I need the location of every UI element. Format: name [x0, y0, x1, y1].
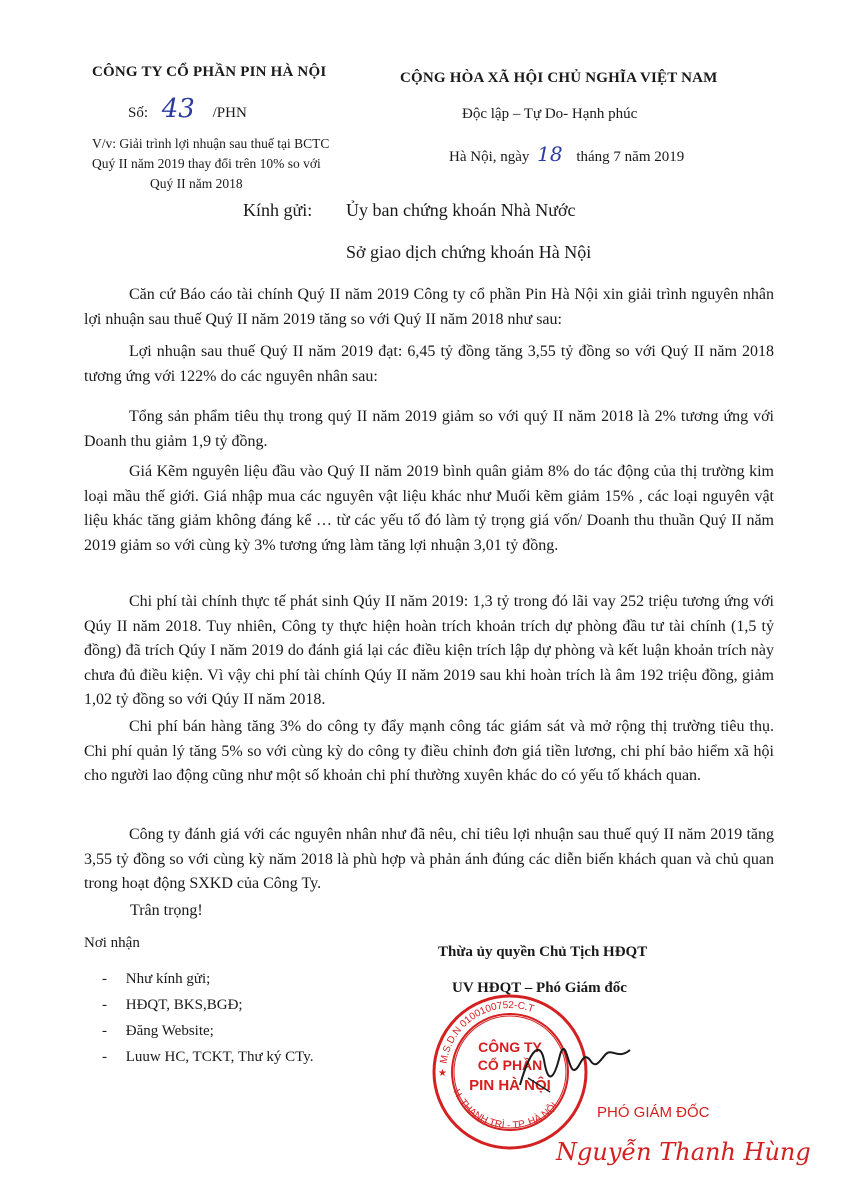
authorization-line: Thừa ủy quyền Chủ Tịch HĐQT — [438, 944, 648, 960]
motto: Độc lập – Tự Do- Hạnh phúc — [462, 106, 638, 122]
paragraph-6: Chi phí bán hàng tăng 3% do công ty đẩy mạnh công tác giám sát và mở rộng thị trường tiêu thụ. Chi phí quản lý tăng 5% so với cùng kỳ do công ty điều chỉnh đơn giá tiền lương, chi phí bảo hiểm xã hội cho người lao động cũng như một số khoản chi phí thường xuyên khác do có yếu tố khách quan. — [84, 718, 774, 784]
distribution-list — [102, 966, 314, 1070]
document-number — [128, 94, 247, 124]
list-item: - Như kính gửi; — [102, 971, 211, 987]
country-name: CỘNG HÒA XÃ HỘI CHỦ NGHĨA VIỆT NAM — [400, 70, 718, 86]
closing: Trân trọng! — [130, 902, 203, 919]
list-item: - Đăng Website; — [102, 1023, 214, 1039]
paragraph-2: Lợi nhuận sau thuế Quý II năm 2019 đạt: 6,45 tỷ đồng tăng 3,55 tỷ đồng so với Quý II năm 2018 tương ứng với 122% do các nguyên nhân sau: — [84, 343, 774, 385]
number-label: Số: — [128, 105, 149, 121]
date-prefix: Hà Nội, ngày — [449, 149, 530, 165]
svg-text:H. THANH TRÌ - TP. HÀ NỘI: H. THANH TRÌ - TP. HÀ NỘI — [450, 1087, 561, 1132]
list-item: - Luuw HC, TCKT, Thư ký CTy. — [102, 1049, 314, 1065]
svg-text:★: ★ — [438, 1068, 447, 1079]
subject-line: Quý II năm 2018 — [150, 176, 243, 191]
list-item: - HĐQT, BKS,BGĐ; — [102, 997, 243, 1013]
subject-line: Quý II năm 2019 thay đổi trên 10% so với — [92, 156, 321, 171]
subject-block — [92, 134, 329, 194]
number-suffix: /PHN — [212, 105, 247, 121]
handwritten-signature — [510, 1030, 640, 1100]
company-name: CÔNG TY CỔ PHẦN PIN HÀ NỘI — [92, 64, 327, 80]
handwritten-day: 18 — [537, 142, 563, 166]
paragraph-3: Tổng sản phẩm tiêu thụ trong quý II năm 2019 giảm so với quý II năm 2018 là 2% tương ứng với Doanh thu giảm 1,9 tỷ đồng. — [84, 408, 774, 450]
recipient-2: Sở giao dịch chứng khoán Hà Nội — [346, 242, 592, 262]
svg-text:CÔNG TY: CÔNG TY — [478, 1039, 542, 1055]
handwritten-number: 43 — [161, 94, 195, 124]
paragraph-5: Chi phí tài chính thực tế phát sinh Qúy II năm 2019: 1,3 tỷ trong đó lãi vay 252 triệu tương ứng với Qúy II năm 2018. Tuy nhiên, Công ty thực hiện hoàn trích khoản trích dự phòng đầu tư tài chính (1,5 tỷ đồng) đã trích Qúy I năm 2019 do đánh giá lại các điều kiện trích lập dự phòng và kết luận khoản trích này chưa đủ điều kiện. Vì vậy chi phí tài chính Qúy II năm 2019 sau khi hoàn trích là âm 192 triệu đồng, giảm 1,02 tỷ đồng so với Qúy II năm 2018. — [84, 593, 774, 708]
date-line — [449, 142, 684, 166]
signer-title-stamp: PHÓ GIÁM ĐỐC — [597, 1104, 710, 1121]
paragraph-7: Công ty đánh giá với các nguyên nhân như đã nêu, chỉ tiêu lợi nhuận sau thuế quý II năm 2019 tăng 3,55 tỷ đồng so với cùng kỳ năm 2018 là phù hợp và phản ánh đúng các diễn biến khách quan và chủ quan trong hoạt động SXKD của Công Ty. — [84, 826, 774, 892]
recipient-label: Kính gửi: — [243, 200, 313, 220]
svg-text:M.S.D.N 0100100752-C.T: M.S.D.N 0100100752-C.T — [438, 999, 536, 1065]
date-suffix: tháng 7 năm 2019 — [576, 149, 685, 165]
svg-text:CỔ PHẦN: CỔ PHẦN — [477, 1057, 543, 1073]
svg-text:PIN HÀ NỘI: PIN HÀ NỘI — [469, 1077, 551, 1094]
recipient-1: Ủy ban chứng khoán Nhà Nước — [346, 200, 576, 220]
paragraph-4: Giá Kẽm nguyên liệu đầu vào Quý II năm 2019 bình quân giảm 8% do tác động của thị trường kim loại mầu thế giới. Giá nhập mua các nguyên vật liệu khác như Muối kẽm giảm 15% , các loại nguyên vật liệu khác tăng giảm không đáng kể … từ các yếu tố đó làm tỷ trọng giá vốn/ Doanh thu thuần Quý II năm 2019 giảm so với cùng kỳ 3% tương ứng làm tăng lợi nhuận 3,01 tỷ đồng. — [84, 463, 774, 554]
signer-position: UV HĐQT – Phó Giám đốc — [452, 980, 627, 996]
subject-line: V/v: Giải trình lợi nhuận sau thuế tại BCTC — [92, 136, 330, 151]
distribution-label: Nơi nhận — [84, 935, 140, 951]
paragraph-1: Căn cứ Báo cáo tài chính Quý II năm 2019 Công ty cổ phần Pin Hà Nội xin giải trình nguyên nhân lợi nhuận sau thuế Quý II năm 2019 tăng so với Quý II năm 2018 như sau: — [84, 286, 774, 328]
signer-name-stamp: Nguyễn Thanh Hùng — [556, 1138, 811, 1166]
